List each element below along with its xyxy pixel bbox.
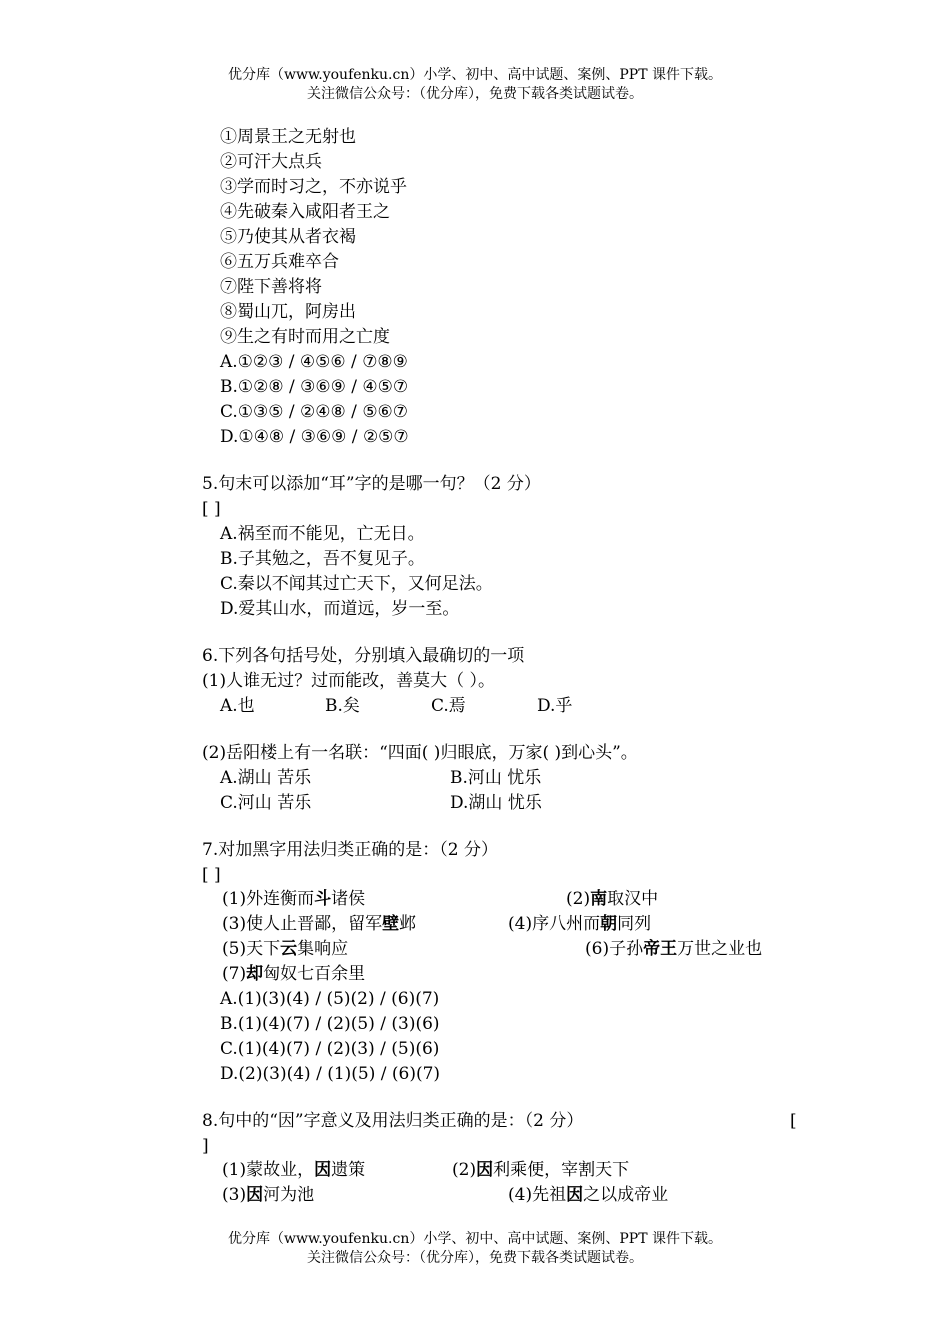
q6-sub1-option-c: C.焉 [431, 696, 466, 716]
footer-line-2: 关注微信公众号：（优分库），免费下载各类试题试卷。 [307, 1250, 643, 1266]
q4-item: ⑨生之有时而用之亡度 [220, 327, 390, 347]
q7-item-text: (4)序八州而 [508, 914, 601, 934]
q7-item-text: (7) [222, 964, 247, 984]
q5-option-c: C.秦以不闻其过亡天下，又何足法。 [220, 574, 493, 594]
q7-item-bold-word: 帝王 [643, 939, 678, 959]
q8-item-4 [508, 1184, 668, 1206]
q7-item-text: (2) [566, 889, 591, 909]
q7-answer-bracket: [ ] [202, 865, 221, 885]
q8-title: 8.句中的“因”字意义及用法归类正确的是：（2 分） [202, 1111, 584, 1131]
q7-item-text: 诸侯 [331, 889, 366, 909]
q4-item: ⑥五万兵难卒合 [220, 252, 339, 272]
q5-title: 5.句末可以添加“耳”字的是哪一句？（2 分） [202, 474, 541, 494]
q7-item-1 [222, 888, 365, 910]
q7-item-2 [566, 888, 658, 910]
q7-item-7 [222, 963, 365, 985]
q8-item-3 [222, 1184, 314, 1206]
q8-item-bold-word: 因 [314, 1160, 332, 1180]
q7-item-bold-word: 却 [246, 964, 264, 984]
q6-sub2-option-a: A.湖山 苦乐 [220, 768, 312, 788]
q7-item-4 [508, 913, 651, 935]
q7-item-text: (5)天下 [222, 939, 281, 959]
q7-item-bold-word: 云 [280, 939, 298, 959]
q8-item-text: 河为池 [263, 1185, 315, 1205]
q7-item-text: (1)外连衡而 [222, 889, 315, 909]
q4-item: ⑦陛下善将将 [220, 277, 322, 297]
q5-answer-bracket: [ ] [202, 499, 221, 519]
q7-item-bold-word: 南 [590, 889, 608, 909]
q7-option-d: D.(2)(3)(4) / (1)(5) / (6)(7) [220, 1064, 441, 1084]
q4-option-d: D.①④⑧ / ③⑥⑨ / ②⑤⑦ [220, 427, 409, 447]
q6-title: 6.下列各句括号处，分别填入最确切的一项 [202, 646, 525, 666]
q5-option-d: D.爱其山水，而道远，岁一至。 [220, 599, 460, 619]
q7-option-b: B.(1)(4)(7) / (2)(5) / (3)(6) [220, 1014, 440, 1034]
q5-option-b: B.子其勉之，吾不复见子。 [220, 549, 425, 569]
q4-option-c: C.①③⑤ / ②④⑧ / ⑤⑥⑦ [220, 402, 409, 422]
q8-item-text: (1)蒙故业， [222, 1160, 315, 1180]
q8-bracket-open: [ [790, 1111, 797, 1131]
q7-item-text: 邺 [399, 914, 417, 934]
page-header [0, 66, 950, 104]
q5-option-a: A.祸至而不能见，亡无日。 [220, 524, 425, 544]
q8-item-text: 遗策 [331, 1160, 366, 1180]
q8-item-2 [452, 1159, 629, 1181]
q8-item-text: (4)先祖 [508, 1185, 567, 1205]
header-line-1: 优分库（www.youfenku.cn）小学、初中、高中试题、案例、PPT 课件下载。 [227, 67, 722, 83]
q7-item-3 [222, 913, 416, 935]
q8-item-text: (3) [222, 1185, 247, 1205]
q8-item-bold-word: 因 [246, 1185, 264, 1205]
q4-item: ③学而时习之，不亦说乎 [220, 177, 407, 197]
footer-line-1: 优分库（www.youfenku.cn）小学、初中、高中试题、案例、PPT 课件下载。 [227, 1231, 722, 1247]
q6-sub1-option-b: B.矣 [325, 696, 360, 716]
q7-item-text: 集响应 [297, 939, 349, 959]
q7-item-text: (6)子孙 [585, 939, 644, 959]
q8-bracket-close: ] [202, 1136, 209, 1156]
q4-item: ②可汗大点兵 [220, 152, 322, 172]
header-line-2: 关注微信公众号：（优分库），免费下载各类试题试卷。 [307, 86, 643, 102]
q6-sub2-option-b: B.河山 忧乐 [450, 768, 542, 788]
q7-item-text: 同列 [617, 914, 652, 934]
q4-option-a: A.①②③ / ④⑤⑥ / ⑦⑧⑨ [220, 352, 408, 372]
q6-sub1-option-a: A.也 [220, 696, 255, 716]
q7-item-5 [222, 938, 348, 960]
q7-item-bold-word: 壁 [382, 914, 400, 934]
q8-item-text: 利乘便，宰割天下 [493, 1160, 630, 1180]
q7-title: 7.对加黑字用法归类正确的是：（2 分） [202, 840, 498, 860]
q7-item-text: (3)使人止晋鄙，留军 [222, 914, 383, 934]
q7-item-text: 取汉中 [607, 889, 659, 909]
q8-item-bold-word: 因 [476, 1160, 494, 1180]
q8-item-text: 之以成帝业 [583, 1185, 669, 1205]
q7-item-text: 万世之业也 [677, 939, 763, 959]
q8-item-bold-word: 因 [566, 1185, 584, 1205]
q4-option-b: B.①②⑧ / ③⑥⑨ / ④⑤⑦ [220, 377, 409, 397]
q7-item-text: 匈奴七百余里 [263, 964, 366, 984]
q8-item-text: (2) [452, 1160, 477, 1180]
q6-sub2: (2)岳阳楼上有一名联：“四面( )归眼底，万家( )到心头”。 [202, 743, 638, 763]
q6-sub2-option-d: D.湖山 忧乐 [450, 793, 542, 813]
q7-item-bold-word: 斗 [314, 889, 332, 909]
page-footer [0, 1230, 950, 1268]
q7-item-bold-word: 朝 [600, 914, 618, 934]
q4-item: ⑧蜀山兀，阿房出 [220, 302, 356, 322]
q4-item: ①周景王之无射也 [220, 127, 356, 147]
q8-item-1 [222, 1159, 365, 1181]
q7-option-a: A.(1)(3)(4) / (5)(2) / (6)(7) [220, 989, 440, 1009]
q7-option-c: C.(1)(4)(7) / (2)(3) / (5)(6) [220, 1039, 440, 1059]
q6-sub2-option-c: C.河山 苦乐 [220, 793, 312, 813]
q7-item-6 [585, 938, 762, 960]
q6-sub1: (1)人谁无过？过而能改，善莫大（ ）。 [202, 671, 495, 691]
q4-item: ⑤乃使其从者衣褐 [220, 227, 356, 247]
q4-item: ④先破秦入咸阳者王之 [220, 202, 390, 222]
q6-sub1-option-d: D.乎 [537, 696, 573, 716]
